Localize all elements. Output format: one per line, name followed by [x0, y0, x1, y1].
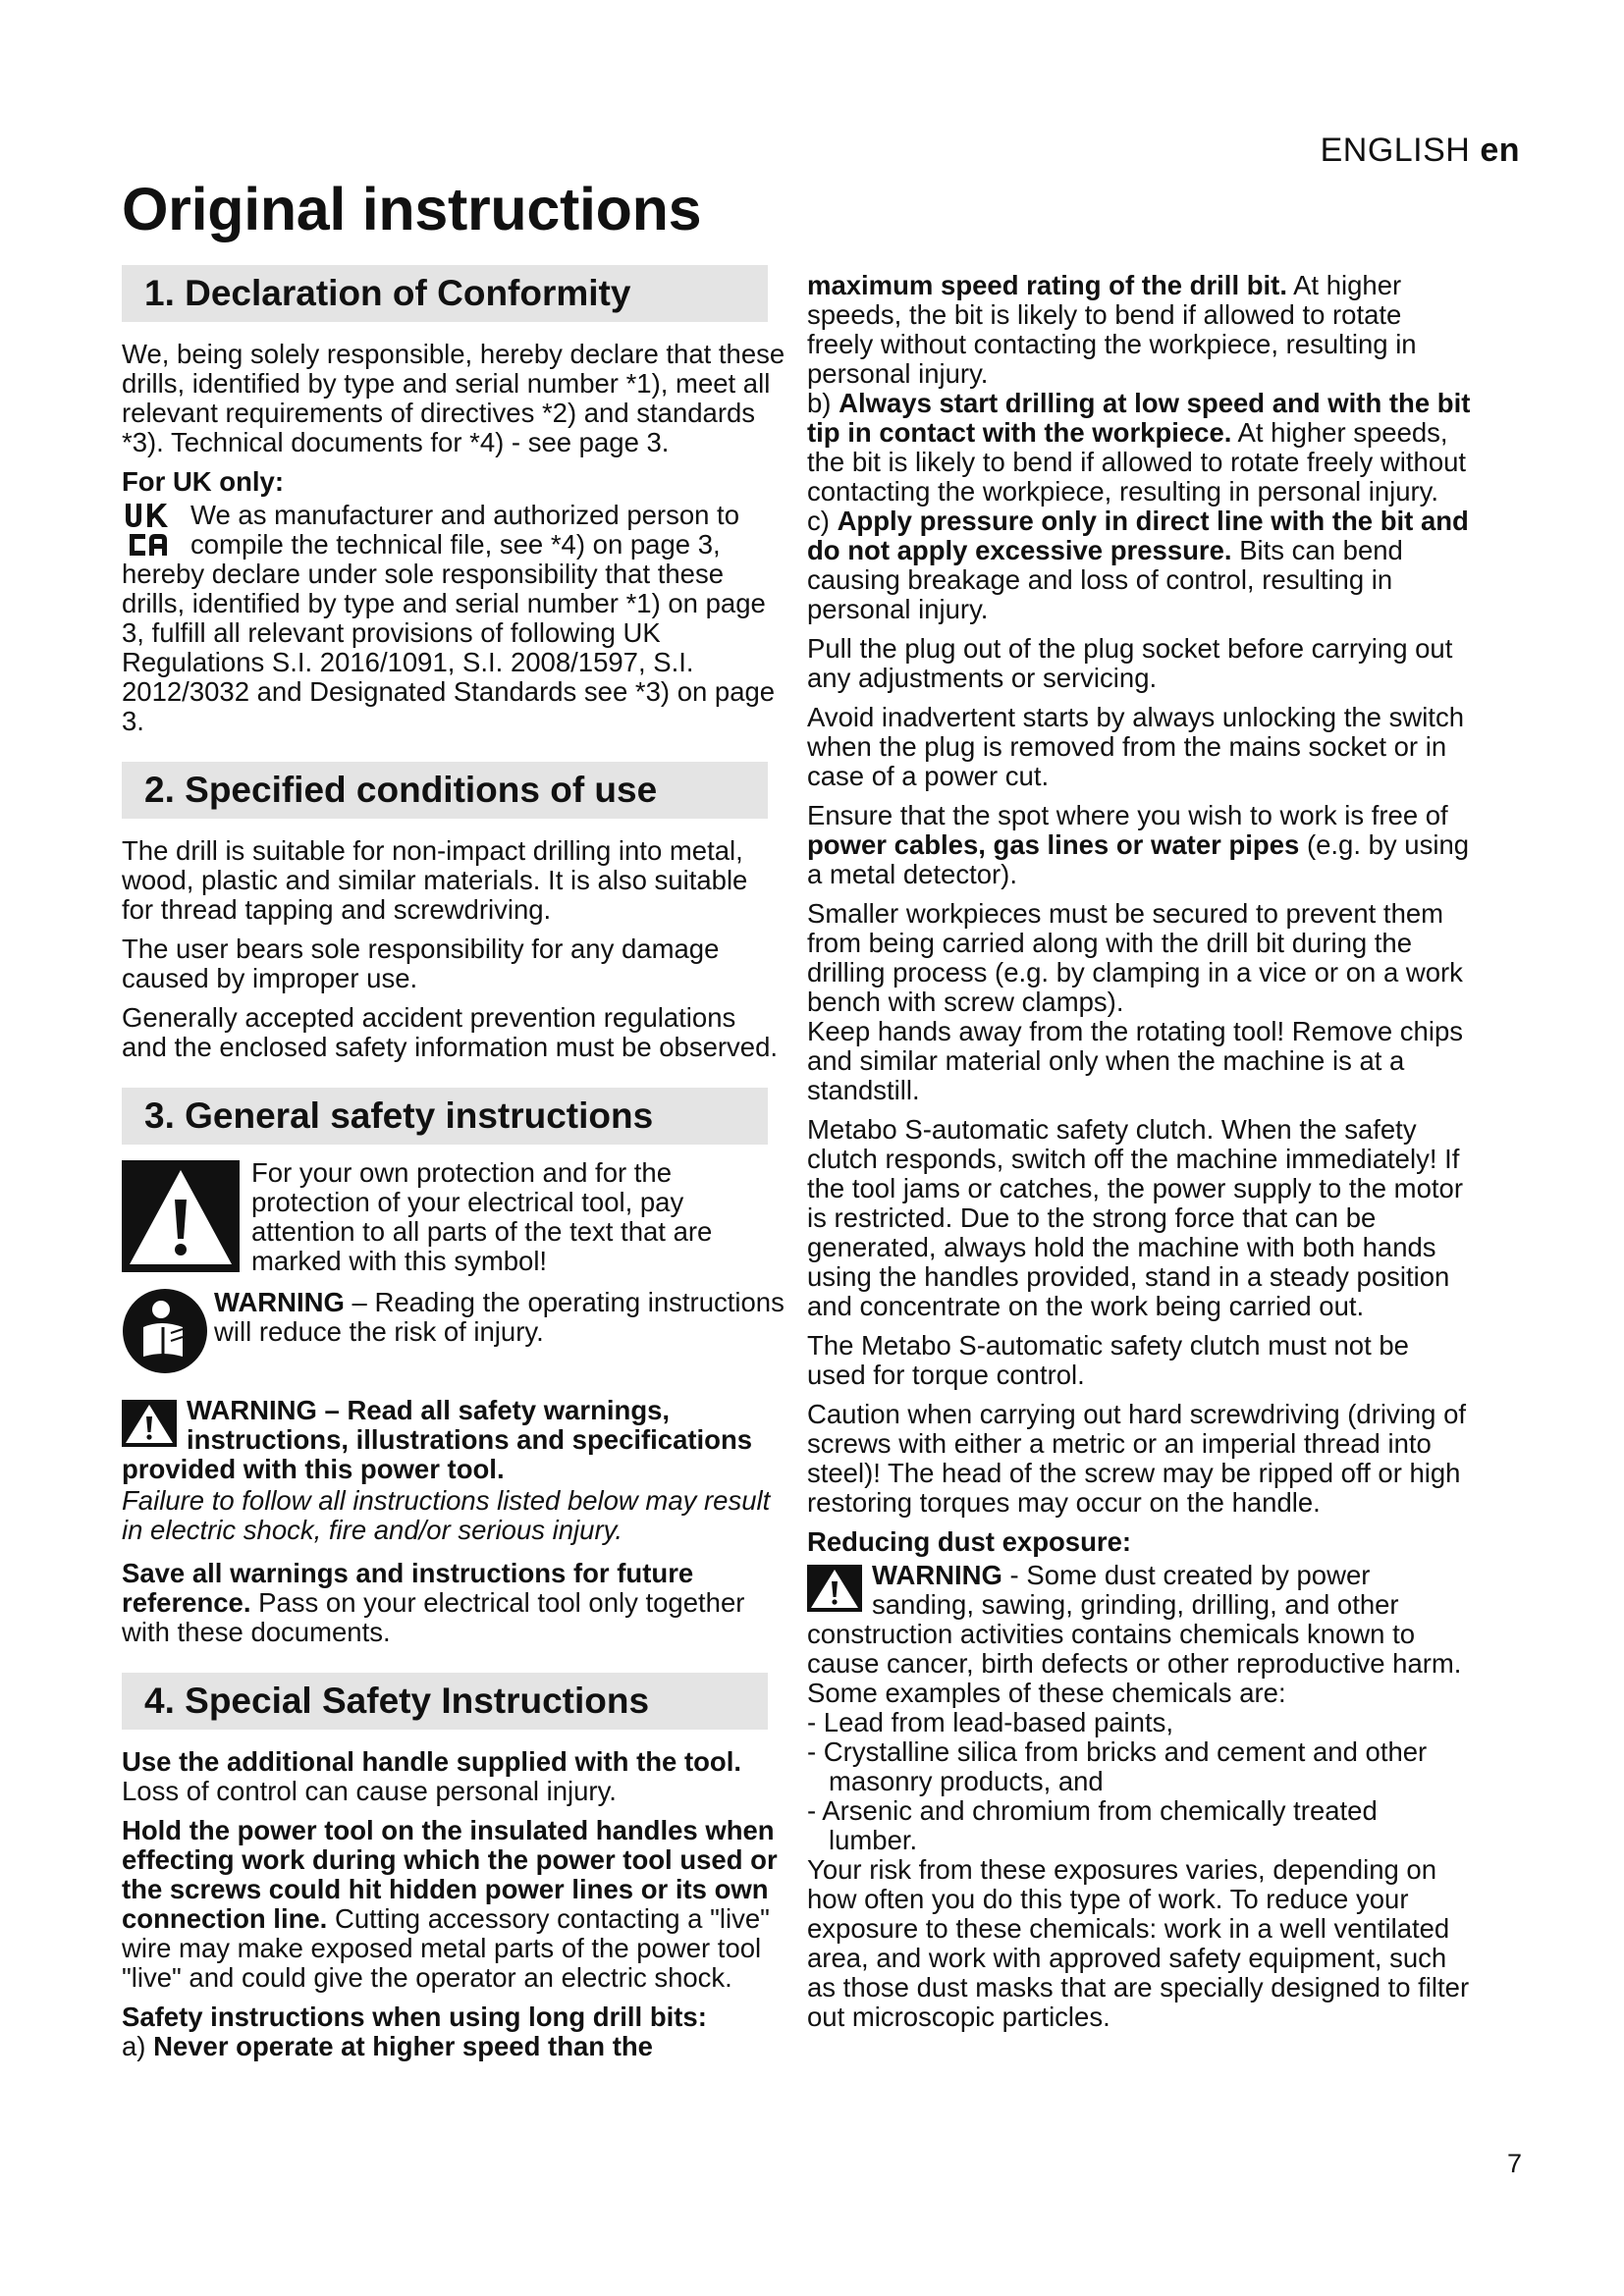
insulated-handles-text: Cutting accessory contacting a "live" wire may make exposed metal parts of the power tool "live" and could give the operator an electric shock.	[122, 1903, 770, 1993]
item-a-prefix: a)	[122, 2031, 154, 2061]
hard-screwdriving-caution: Caution when carrying out hard screwdriving (driving of screws with either a metric or an imperial thread into steel)! The head of the screw may be ripped off or high restoring torques may occur on the handle.	[807, 1399, 1467, 1518]
dust-chemicals-list	[807, 1708, 1471, 1855]
item-c-bold: Apply pressure only in direct line with the bit and do not apply excessive pressure.	[807, 506, 1469, 565]
save-warnings-text: Pass on your electrical tool only together with these documents.	[122, 1587, 745, 1647]
conditions-text-2: The user bears sole responsibility for any damage caused by improper use.	[122, 934, 720, 993]
uk-declaration-text: We as manufacturer and authorized person to compile the technical file, see *4) on page 3, hereby declare under sole responsibility that these drills, identified by type and serial number *1) on page 3, fulfill all relevant provisions of following UK Regulations S.I. 2016/1091, S.I. 2008/1597, S.I. 2012/3032 and Designated Standards see *3) on page 3.	[122, 500, 776, 736]
exposure-risk-text: Your risk from these exposures varies, depending on how often you do this type of work. To reduce your exposure to these chemicals: work in a well ventilated area, and work with approved safety equipment, such as those dust masks that are specially designed to filter out microscopic particles.	[807, 1854, 1470, 2032]
section-heading-special-safety: 4. Special Safety Instructions	[122, 1673, 768, 1730]
warning-triangle-icon	[122, 1160, 240, 1272]
work-spot-post: (e.g. by using a metal detector).	[807, 829, 1470, 889]
dust-warning-text: - Some dust created by power sanding, sawing, grinding, drilling, and other construction activities contains chemicals known to cause cancer, birth defects or other reproductive harm. Some examples of these chemicals are:	[807, 1560, 1462, 1708]
manual-warning	[122, 1288, 785, 1374]
clutch-torque-note: The Metabo S-automatic safety clutch must not be used for torque control.	[807, 1330, 1409, 1390]
inadvertent-start-instruction: Avoid inadvertent starts by always unlocking the switch when the plug is removed from the mains socket or in case of a power cut.	[807, 702, 1464, 791]
language-label: ENGLISH	[1320, 132, 1471, 169]
hands-away-instruction: Keep hands away from the rotating tool! Remove chips and similar material only when the machine is at a standstill.	[807, 1016, 1464, 1105]
warning-small-icon	[807, 1565, 862, 1612]
plug-instruction: Pull the plug out of the plug socket before carrying out any adjustments or servicing.	[807, 633, 1453, 693]
ukca-logo-icon	[122, 501, 185, 560]
language-header	[1321, 132, 1520, 170]
section-heading-conditions: 2. Specified conditions of use	[122, 762, 768, 819]
insulated-handles-bold: Hold the power tool on the insulated handles when effecting work during which the power tool used or the screws could hit hidden power lines or its own connection line.	[122, 1815, 778, 1934]
page-title: Original instructions	[122, 176, 702, 242]
dust-heading: Reducing dust exposure:	[807, 1526, 1132, 1557]
uk-declaration	[122, 501, 785, 736]
long-bits-item-c	[807, 507, 1471, 624]
list-item: - Crystalline silica from bricks and cement and other masonry products, and	[807, 1736, 1428, 1796]
language-code: en	[1480, 132, 1520, 169]
safety-symbol-note	[122, 1158, 785, 1276]
left-column	[122, 265, 785, 2061]
warning-small-icon	[122, 1400, 177, 1447]
work-spot-pre: Ensure that the spot where you wish to work is free of	[807, 800, 1448, 830]
save-warnings-bold: Save all warnings and instructions for future reference.	[122, 1558, 694, 1618]
long-bits-item-a-cont	[807, 271, 1471, 389]
long-bits-item-a-start	[122, 2032, 785, 2061]
handle-instruction	[122, 1747, 785, 1806]
section-heading-general-safety: 3. General safety instructions	[122, 1088, 768, 1145]
dust-warning-label: WARNING	[872, 1560, 1002, 1590]
save-warnings	[122, 1559, 785, 1647]
list-item: - Arsenic and chromium from chemically treated lumber.	[807, 1795, 1378, 1855]
failure-warning: Failure to follow all instructions listed below may result in electric shock, fire and/or serious injury.	[122, 1485, 771, 1545]
manual-warning-text: – Reading the operating instructions will reduce the risk of injury.	[214, 1288, 785, 1347]
insulated-handles-instruction	[122, 1816, 785, 1993]
safety-clutch-instruction: Metabo S-automatic safety clutch. When the safety clutch responds, switch off the machine immediately! If the tool jams or catches, the power supply to the motor is restricted. Due to the strong force that can be generated, always hold the machine with both hands using the handles provided, stand in a steady position and concentrate on the work being carried out.	[807, 1114, 1463, 1321]
read-manual-icon	[122, 1288, 208, 1374]
item-a-text: At higher speeds, the bit is likely to bend if allowed to rotate freely without contacting the workpiece, resulting in personal injury.	[807, 270, 1417, 389]
handle-instruction-bold: Use the additional handle supplied with the tool.	[122, 1746, 741, 1777]
page-number: 7	[1506, 2149, 1522, 2178]
conditions-text-3: Generally accepted accident prevention regulations and the enclosed safety information must be observed.	[122, 1002, 779, 1062]
item-a-bold-cont: maximum speed rating of the drill bit.	[807, 270, 1287, 300]
work-spot-bold: power cables, gas lines or water pipes	[807, 829, 1300, 860]
handle-instruction-text: Loss of control can cause personal injury.	[122, 1776, 617, 1806]
declaration-text: We, being solely responsible, hereby declare that these drills, identified by type and serial number *1), meet all relevant requirements of directives *2) and standards *3). Technical documents for *4) - see page 3.	[122, 339, 785, 457]
item-b-bold: Always start drilling at low speed and with the bit tip in contact with the workpiece.	[807, 388, 1471, 448]
conditions-text-1: The drill is suitable for non-impact drilling into metal, wood, plastic and similar materials. It is also suitable for thread tapping and screwdriving.	[122, 835, 748, 925]
item-b-text: At higher speeds, the bit is likely to bend if allowed to rotate freely without contacting the workpiece, resulting in personal injury.	[807, 417, 1467, 507]
safety-symbol-text: For your own protection and for the protection of your electrical tool, pay attention to all parts of the text that are marked with this symbol!	[251, 1157, 713, 1276]
work-spot-instruction	[807, 801, 1471, 889]
item-c-prefix: c)	[807, 506, 838, 536]
item-a-bold: Never operate at higher speed than the	[153, 2031, 653, 2061]
uk-only-heading: For UK only:	[122, 466, 284, 497]
read-all-warning	[122, 1396, 785, 1484]
list-item: - Lead from lead-based paints,	[807, 1707, 1173, 1737]
item-c-text: Bits can bend causing breakage and loss of control, resulting in personal injury.	[807, 535, 1403, 624]
right-column	[807, 271, 1471, 2042]
item-b-prefix: b)	[807, 388, 839, 418]
manual-warning-label: WARNING	[214, 1288, 345, 1317]
dust-warning	[807, 1561, 1471, 1708]
long-bits-item-b	[807, 389, 1471, 507]
read-all-warning-text: WARNING – Read all safety warnings, instructions, illustrations and specifications provided with this power tool.	[122, 1395, 753, 1484]
section-heading-declaration: 1. Declaration of Conformity	[122, 265, 768, 322]
small-workpieces-instruction: Smaller workpieces must be secured to prevent them from being carried along with the drill bit during the drilling process (e.g. by clamping in a vice or on a work bench with screw clamps).	[807, 898, 1463, 1017]
long-bits-heading: Safety instructions when using long drill bits:	[122, 2002, 707, 2032]
